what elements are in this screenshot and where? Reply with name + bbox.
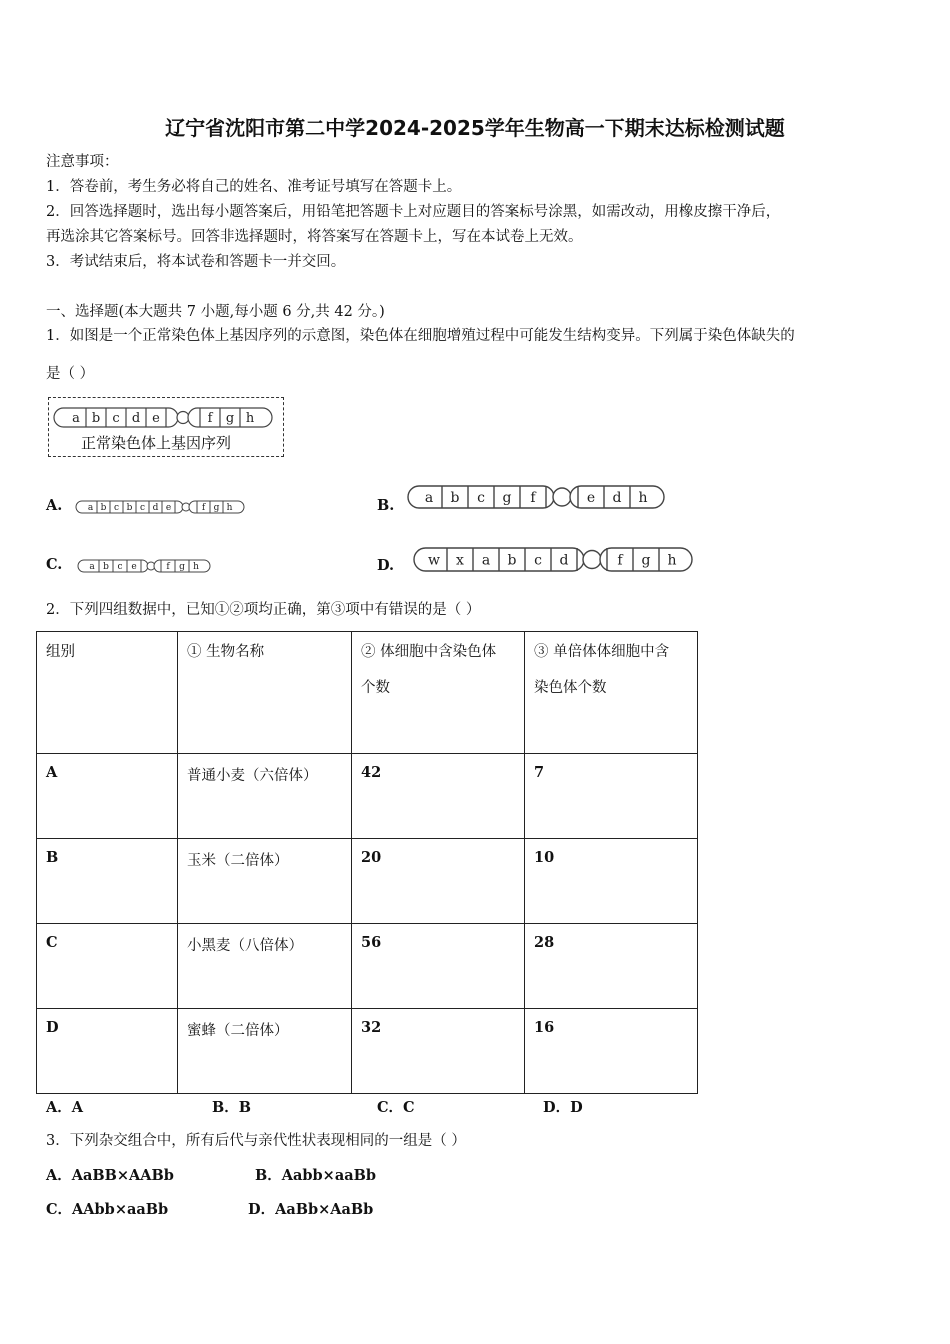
gene-label: f xyxy=(166,562,170,573)
gene-label: b xyxy=(100,503,107,514)
row-a-somatic: 42 xyxy=(352,754,525,839)
gene-label: g xyxy=(641,552,651,569)
figure-caption: 正常染色体上基因序列 xyxy=(81,434,232,452)
table-header-cell xyxy=(178,632,352,754)
row-b-group: B xyxy=(37,839,178,924)
gene-label: e xyxy=(131,562,137,573)
gene-label: a xyxy=(481,552,491,569)
notice-item-1: 1．答卷前，考生务必将自己的姓名、准考证号填写在答题卡上。 xyxy=(46,179,462,195)
header-somatic-line2: 个数 xyxy=(361,680,390,696)
gene-label: c xyxy=(139,503,146,514)
q3-stem: 3．下列杂交组合中，所有后代与亲代性状表现相同的一组是（ ） xyxy=(46,1133,466,1149)
table-row xyxy=(37,754,698,839)
q1-option-d-chromosome[interactable] xyxy=(412,546,678,574)
gene-label: c xyxy=(534,552,542,569)
q2-option-c[interactable]: C．C xyxy=(377,1099,415,1116)
row-d-group: D xyxy=(37,1009,178,1094)
gene-label: e xyxy=(586,489,596,506)
gene-label: c xyxy=(117,562,123,573)
q1-option-a-chromosome[interactable] xyxy=(74,496,250,518)
gene-label: h xyxy=(245,411,255,427)
gene-label: w xyxy=(428,552,440,569)
gene-label: d xyxy=(152,503,159,514)
row-c-somatic: 56 xyxy=(352,924,525,1009)
chromosome-figure xyxy=(48,397,284,457)
gene-label: g xyxy=(179,562,185,573)
gene-label: c xyxy=(112,411,120,427)
q3-option-b[interactable]: B．Aabb×aaBb xyxy=(255,1167,377,1184)
notice-item-2-cont: 再选涂其它答案标号。回答非选择题时，将答案写在答题卡上，写在本试卷上无效。 xyxy=(46,229,583,245)
gene-label: f xyxy=(617,552,623,569)
gene-label: e xyxy=(165,503,172,514)
notice-item-3: 3．考试结束后，将本试卷和答题卡一并交回。 xyxy=(46,254,346,270)
gene-label: a xyxy=(424,489,434,506)
table-header-cell xyxy=(352,632,525,754)
header-somatic-line1: ② 体细胞中含染色体 xyxy=(361,644,497,660)
row-b-haploid: 10 xyxy=(525,839,698,924)
page-title: 辽宁省沈阳市第二中学2024-2025学年生物高一下期末达标检测试题 xyxy=(165,116,785,140)
q1-option-c-chromosome[interactable] xyxy=(76,556,216,576)
q1-option-c-label: C. xyxy=(46,556,63,573)
gene-label: c xyxy=(113,503,120,514)
q2-option-a[interactable]: A．A xyxy=(46,1099,84,1116)
notice-item-2: 2．回答选择题时，选出每小题答案后，用铅笔把答题卡上对应题目的答案标号涂黑，如需改动，用橡皮擦干净后， xyxy=(46,204,781,220)
gene-label: f xyxy=(207,411,213,427)
q2-stem: 2．下列四组数据中，已知①②项均正确，第③项中有错误的是（ ） xyxy=(46,602,481,618)
centromere xyxy=(583,551,601,569)
row-a-species: 普通小麦（六倍体） xyxy=(178,754,352,839)
q2-data-table xyxy=(36,631,698,1094)
row-c-group: C xyxy=(37,924,178,1009)
gene-label: b xyxy=(91,411,101,427)
header-group: 组别 xyxy=(46,644,75,660)
gene-label: g xyxy=(502,489,512,506)
q1-option-a-label: A. xyxy=(46,497,63,514)
gene-label: e xyxy=(152,411,160,427)
gene-label: g xyxy=(213,503,220,514)
gene-label: h xyxy=(193,562,199,573)
header-species: ① 生物名称 xyxy=(187,644,265,660)
gene-label: b xyxy=(126,503,133,514)
row-c-species: 小黑麦（八倍体） xyxy=(178,924,352,1009)
row-b-somatic: 20 xyxy=(352,839,525,924)
table-row xyxy=(37,1009,698,1094)
q1-stem: 1．如图是一个正常染色体上基因序列的示意图，染色体在细胞增殖过程中可能发生结构变异。下列属于染色体缺失的 xyxy=(46,328,795,344)
gene-label: d xyxy=(131,411,141,427)
q2-option-d[interactable]: D．D xyxy=(543,1099,583,1116)
gene-label: c xyxy=(477,489,485,506)
row-a-haploid: 7 xyxy=(525,754,698,839)
row-c-haploid: 28 xyxy=(525,924,698,1009)
table-header-cell xyxy=(525,632,698,754)
table-header-cell xyxy=(37,632,178,754)
q3-option-d[interactable]: D．AaBb×AaBb xyxy=(248,1201,374,1218)
centromere xyxy=(553,488,571,506)
gene-label: b xyxy=(450,489,460,506)
row-a-group: A xyxy=(37,754,178,839)
gene-label: x xyxy=(456,552,464,569)
header-haploid-line1: ③ 单倍体体细胞中含 xyxy=(534,644,670,660)
gene-label: f xyxy=(201,503,206,514)
centromere xyxy=(177,412,189,424)
section-heading: 一、选择题(本大题共 7 小题,每小题 6 分,共 42 分。) xyxy=(46,304,385,320)
q1-option-b-chromosome[interactable] xyxy=(406,484,648,512)
gene-label: a xyxy=(72,411,80,427)
notice-heading: 注意事项： xyxy=(46,154,119,170)
row-d-haploid: 16 xyxy=(525,1009,698,1094)
row-d-species: 蜜蜂（二倍体） xyxy=(178,1009,352,1094)
table-row xyxy=(37,839,698,924)
q1-option-b-label: B. xyxy=(377,497,395,514)
q3-option-a[interactable]: A．AaBB×AABb xyxy=(46,1167,174,1184)
table-row xyxy=(37,924,698,1009)
gene-label: b xyxy=(103,562,109,573)
q2-option-b[interactable]: B．B xyxy=(212,1099,252,1116)
gene-label: h xyxy=(638,489,648,506)
gene-label: f xyxy=(530,489,536,506)
gene-label: h xyxy=(226,503,233,514)
table-header-row xyxy=(37,632,698,754)
q3-option-c[interactable]: C．AAbb×aaBb xyxy=(46,1201,169,1218)
q1-option-d-label: D. xyxy=(377,557,395,574)
gene-label: d xyxy=(612,489,622,506)
gene-label: a xyxy=(87,503,94,514)
gene-label: d xyxy=(559,552,569,569)
gene-label: a xyxy=(89,562,95,573)
row-b-species: 玉米（二倍体） xyxy=(178,839,352,924)
gene-label: h xyxy=(667,552,677,569)
gene-label: g xyxy=(225,411,235,427)
q1-stem-cont: 是（ ） xyxy=(46,366,95,382)
header-haploid-line2: 染色体个数 xyxy=(534,680,607,696)
row-d-somatic: 32 xyxy=(352,1009,525,1094)
gene-label: b xyxy=(507,552,517,569)
